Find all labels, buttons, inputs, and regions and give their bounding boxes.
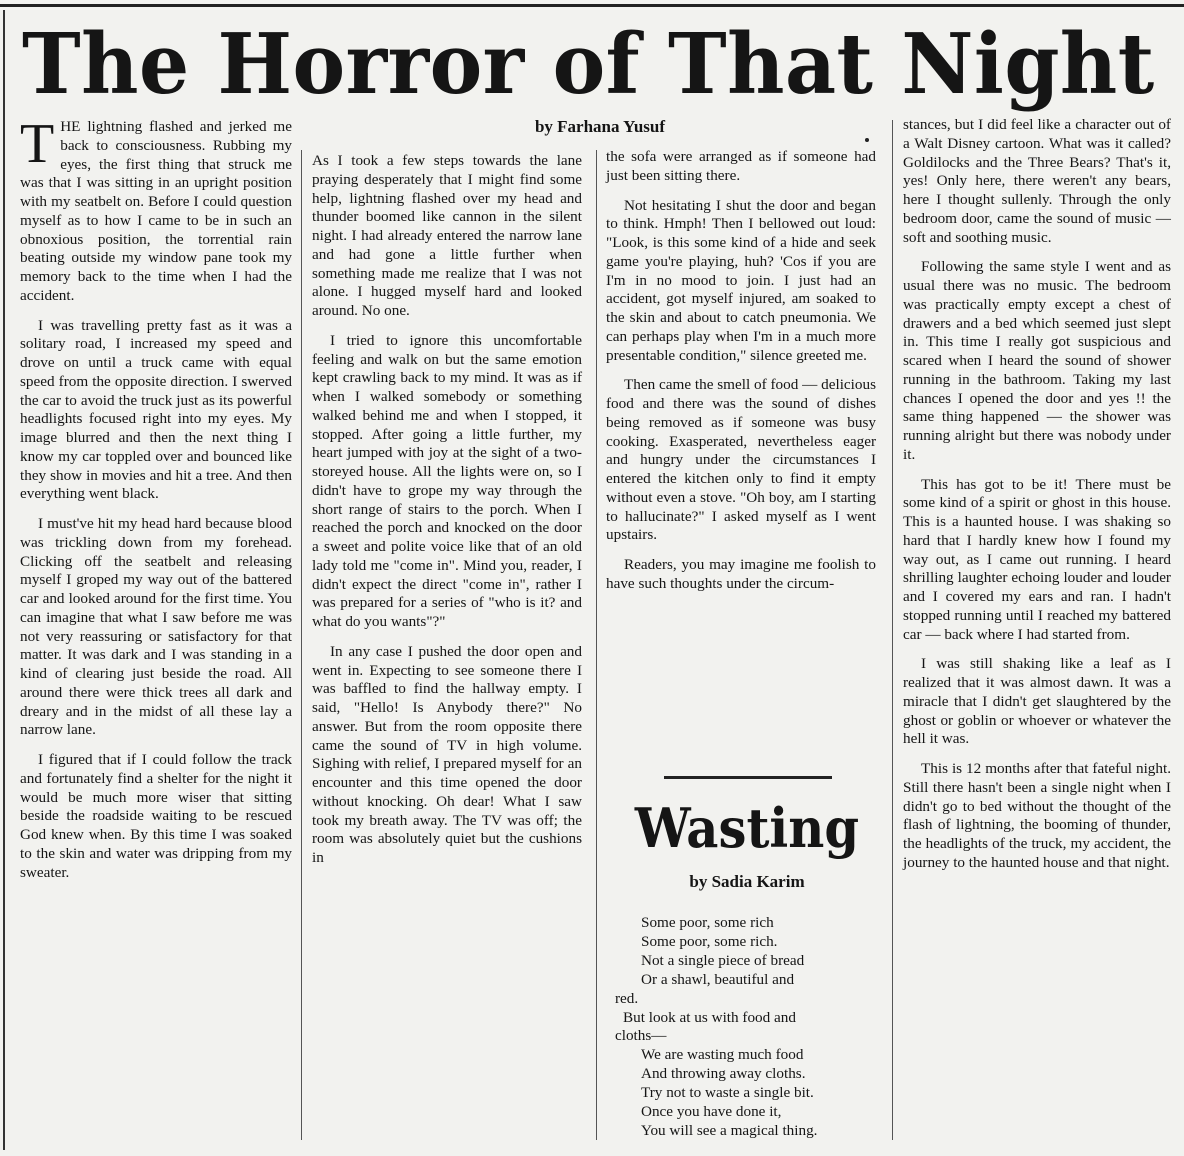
column-rule-1 xyxy=(301,150,302,1140)
paragraph: This has got to be it! There must be some kind of a spirit or ghost in this house. This is a haunted house. I was shaking so hard that I hardly knew how I found my way out, as I came out running. I heard shrilling laughter echoing louder and louder and I covered my ears and ran. I hadn't stopped running until I reached my battered car — back where I had started from. xyxy=(903,475,1171,643)
poem-line: cloths— xyxy=(615,1027,667,1045)
article-column-2 xyxy=(312,152,582,879)
top-rule xyxy=(0,4,1184,7)
paragraph-text: HE lightning flashed and jerked me back to consciousness. Rubbing my eyes, the first thing that struck me was that I was sitting in an upright position with my seatbelt on. Before I could question myself as to how I came to be in such an obnoxious position, the torrential rain beating outside my window pane took my memory back to the time when I had the accident. xyxy=(20,118,292,304)
drop-cap: T xyxy=(20,113,55,175)
paragraph: Readers, you may imagine me foolish to have such thoughts under the circum- xyxy=(606,556,876,592)
column-rule-3 xyxy=(892,120,893,1140)
paragraph: the sofa were arranged as if someone had just been sitting there. xyxy=(606,148,876,184)
article-column-1 xyxy=(20,113,292,893)
paragraph: I was travelling pretty fast as it was a solitary road, I increased my speed and drove on until a truck came with equal speed from the opposite direction. I swerved the car to avoid the truck just as its powerful headlights focused right into my eyes. My image blurred and then the next thing I know my car toppled over and bounced like they show in movies and hit a tree. And then everything went black. xyxy=(20,316,292,503)
left-rule xyxy=(3,10,5,1150)
paragraph: I was still shaking like a leaf as I realized that it was almost dawn. It was a miracle that I didn't get slaughtered by the ghost or goblin or whoever or whatever the hell it was. xyxy=(903,655,1171,748)
poem-line: But look at us with food and xyxy=(623,1008,796,1026)
paragraph: stances, but I did feel like a character out of a Walt Disney cartoon. What was it called? Goldilocks and the Three Bears? That's it, yes! Only here, there weren't any bears, here I thought sullenly. Through the only bedroom door, came the sound of music — soft and soothing music. xyxy=(903,116,1171,246)
poem-line: Or a shawl, beautiful and xyxy=(641,970,795,988)
poem-line: We are wasting much food xyxy=(641,1046,804,1064)
poem-line: You will see a magical thing. xyxy=(641,1121,818,1139)
paragraph: In any case I pushed the door open and went in. Expecting to see someone there I was baffled to find the hallway empty. I said, "Hello! Is Anybody there?" No answer. But from the room opposite there came the sound of TV in high volume. Sighing with relief, I prepared myself for an encounter and this time opened the door without knocking. Oh dear! What I saw took my breath away. The TV was off; the room was absolutely quiet but the cushions in xyxy=(312,642,582,866)
poem-line: And throwing away cloths. xyxy=(641,1065,806,1083)
poem-line: red. xyxy=(615,989,639,1007)
paragraph: This is 12 months after that fateful night. Still there hasn't been a single night when I didn't go to bed without the thought of the flash of lightning, the booming of thunder, the headlights of the truck, my accident, the journey to the haunted house and that night. xyxy=(903,760,1171,871)
column-rule-2 xyxy=(596,150,597,1140)
paragraph: I tried to ignore this uncomfortable feeling and walk on but the same emotion kept crawling back to my mind. It was as if when I walked somebody or something walked behind me and when I stopped, it stopped. After going a little further, my heart jumped with joy at the sight of a two-storeyed house. All the lights were on, so I didn't have to grope my way through the short range of stairs to the porch. When I reached the porch and knocked on the door a sweet and polite voice like that of an old lady told me "come in". Mind you, reader, I didn't expect the direct "come in", rather I was prepared for a series of "who is it? and what do you wants"?" xyxy=(312,331,582,630)
poem-line: Once you have done it, xyxy=(641,1103,782,1121)
poem-divider xyxy=(664,776,832,779)
article-column-4 xyxy=(903,116,1171,884)
ink-dot xyxy=(865,138,869,142)
poem-byline: by Sadia Karim xyxy=(689,872,805,891)
poem-line: Try not to waste a single bit. xyxy=(641,1084,814,1102)
paragraph: As I took a few steps towards the lane praying desperately that I might find some help, lightning flashed over my head and thunder boomed like cannon in the silent night. I had already entered the narrow lane and had gone a little further when something made me realize that I was not alone. I hugged myself hard and looked around. No one. xyxy=(312,152,582,319)
poem-line: Some poor, some rich. xyxy=(641,932,778,950)
paragraph: I must've hit my head hard because blood was trickling down from my forehead. Clicking off the seatbelt and releasing myself I groped my way out of the battered car and looked around for the first time. You can imagine that what I saw before me was not very reassuring or satisfactory for that matter. It was dark and I was standing in a kind of clearing just beside the road. All around there were thick trees all dark and dreary and in the midst of all these lay a narrow lane. xyxy=(20,515,292,739)
article-headline: The Horror of That Night xyxy=(22,15,1155,113)
paragraph: I figured that if I could follow the track and fortunately find a shelter for the night it would be much more wiser that sitting beside the roadside waiting to be rescued God knew when. By this time I was soaked to the skin and water was dripping from my sweater. xyxy=(20,751,292,881)
article-column-3 xyxy=(606,148,876,605)
paragraph: Then came the smell of food — delicious food and there was the sound of dishes being removed as if someone was busy cooking. Exasperated, nevertheless eager and hungry under the circumstances I entered the kitchen only to find it empty without even a stove. "Oh boy, am I starting to hallucinate?" I asked myself as I went upstairs. xyxy=(606,376,876,544)
poem-body xyxy=(615,914,881,1141)
poem-title: Wasting xyxy=(634,796,860,860)
article-byline: by Farhana Yusuf xyxy=(534,117,666,136)
paragraph: Not hesitating I shut the door and began to think. Hmph! Then I bellowed out loud: "Look, is this some kind of a hide and seek game you're playing, huh? 'Cos if you are I'm in no mood to join. I just had an accident, got myself injured, am soaked to the skin and about to catch pneumonia. We can perhaps play when I'm in a much more presentable condition," silence greeted me. xyxy=(606,196,876,364)
paragraph xyxy=(20,113,292,306)
paragraph: Following the same style I went and as usual there was no music. The bedroom was practically empty except a chest of drawers and a bed which seemed just slept in. This time I really got suspicious and scared when I heard the sound of shower running in the bathroom. Taking my last chances I opened the door and yes !! the same thing happened — the shower was running alright but there was nobody under it. xyxy=(903,258,1171,463)
poem-line: Not a single piece of bread xyxy=(641,951,805,969)
poem-line: Some poor, some rich xyxy=(641,914,774,931)
